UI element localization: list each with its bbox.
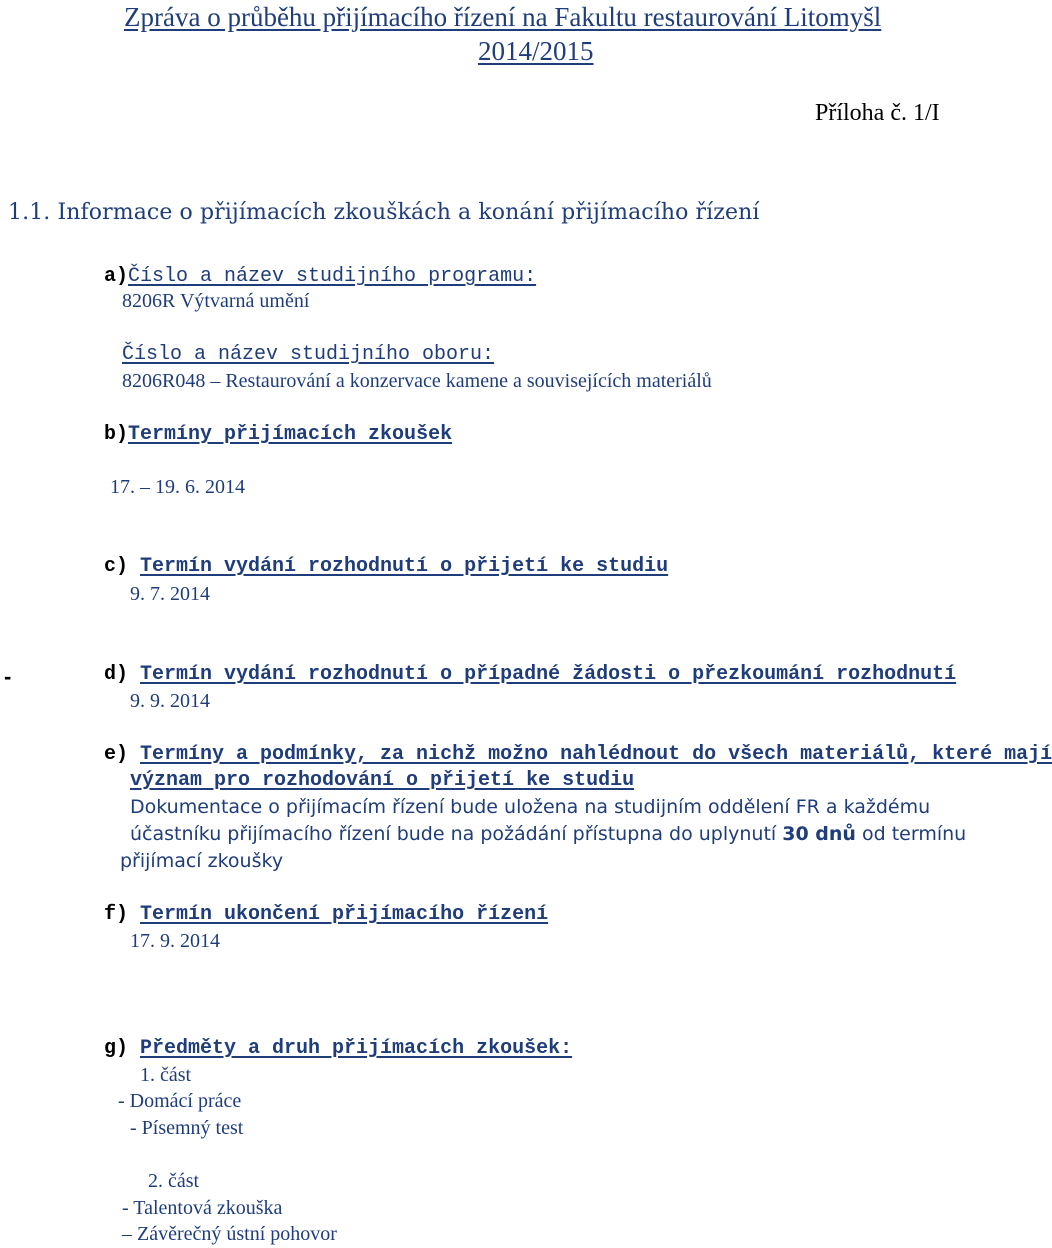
- inspection-text-line3: přijímací zkoušky: [120, 850, 284, 872]
- part2-label: 2. část: [148, 1170, 200, 1192]
- field-value: 8206R048 – Restaurování a konzervace kamene a souvisejících materiálů: [122, 370, 712, 392]
- item-b-prefix: b): [104, 423, 129, 446]
- review-decision-label: Termín vydání rozhodnutí o případné žádosti o přezkoumání rozhodnutí: [140, 663, 957, 686]
- decision-date-label: Termín vydání rozhodnutí o přijetí ke studiu: [140, 555, 669, 578]
- inspection-label-line2: význam pro rozhodování o přijetí ke studiu: [130, 769, 635, 792]
- item-e-prefix: e): [104, 743, 141, 766]
- program-value: 8206R Výtvarná umění: [122, 290, 310, 312]
- item-d-heading: [104, 663, 956, 686]
- part2-item-oral-interview: – Závěrečný ústní pohovor: [122, 1223, 337, 1245]
- item-a-prefix: a): [104, 265, 129, 288]
- review-decision-value: 9. 9. 2014: [130, 690, 210, 712]
- item-e-heading: [104, 743, 1052, 766]
- part1-label: 1. část: [140, 1064, 192, 1086]
- part2-item-talent-exam: - Talentová zkouška: [122, 1197, 283, 1219]
- inspection-days: 30 dnů: [782, 823, 856, 845]
- item-g-heading: [104, 1037, 572, 1060]
- item-d-prefix: d): [104, 663, 141, 686]
- program-label: Číslo a název studijního programu:: [128, 265, 537, 288]
- stray-dash: -: [4, 664, 12, 689]
- attachment-label: Příloha č. 1/I: [815, 100, 940, 126]
- item-c-heading: [104, 555, 668, 578]
- inspection-label-line1: Termíny a podmínky, za nichž možno nahlédnout do všech materiálů, které mají: [140, 743, 1052, 766]
- field-label: Číslo a název studijního oboru:: [122, 343, 495, 366]
- exam-dates-label: Termíny přijímacích zkoušek: [128, 423, 453, 446]
- item-c-prefix: c): [104, 555, 141, 578]
- decision-date-value: 9. 7. 2014: [130, 583, 210, 605]
- item-g-prefix: g): [104, 1037, 141, 1060]
- exam-dates-value: 17. – 19. 6. 2014: [110, 476, 245, 498]
- item-f-prefix: f): [104, 903, 141, 926]
- exam-subjects-label: Předměty a druh přijímacích zkoušek:: [140, 1037, 573, 1060]
- item-b-heading: [104, 423, 452, 446]
- inspection-text-line2-end: od termínu: [855, 823, 967, 845]
- document-title-line2: 2014/2015: [478, 36, 594, 66]
- part1-item-written-test: - Písemný test: [130, 1117, 244, 1139]
- item-f-heading: [104, 903, 548, 926]
- section-heading: 1.1. Informace o přijímacích zkouškách a konání přijímacího řízení: [8, 200, 760, 225]
- document-title-line1: Zpráva o průběhu přijímacího řízení na Fakultu restaurování Litomyšl: [124, 2, 882, 32]
- item-a-heading: [104, 265, 536, 288]
- end-date-label: Termín ukončení přijímacího řízení: [140, 903, 549, 926]
- end-date-value: 17. 9. 2014: [130, 930, 220, 952]
- inspection-text-line1: Dokumentace o přijímacím řízení bude uložena na studijním oddělení FR a každému: [130, 796, 931, 818]
- inspection-text-line2-start: účastníku přijímacího řízení bude na požádání přístupna do uplynutí: [130, 823, 783, 845]
- part1-item-homework: - Domácí práce: [118, 1090, 242, 1112]
- inspection-text-line2: [130, 823, 966, 845]
